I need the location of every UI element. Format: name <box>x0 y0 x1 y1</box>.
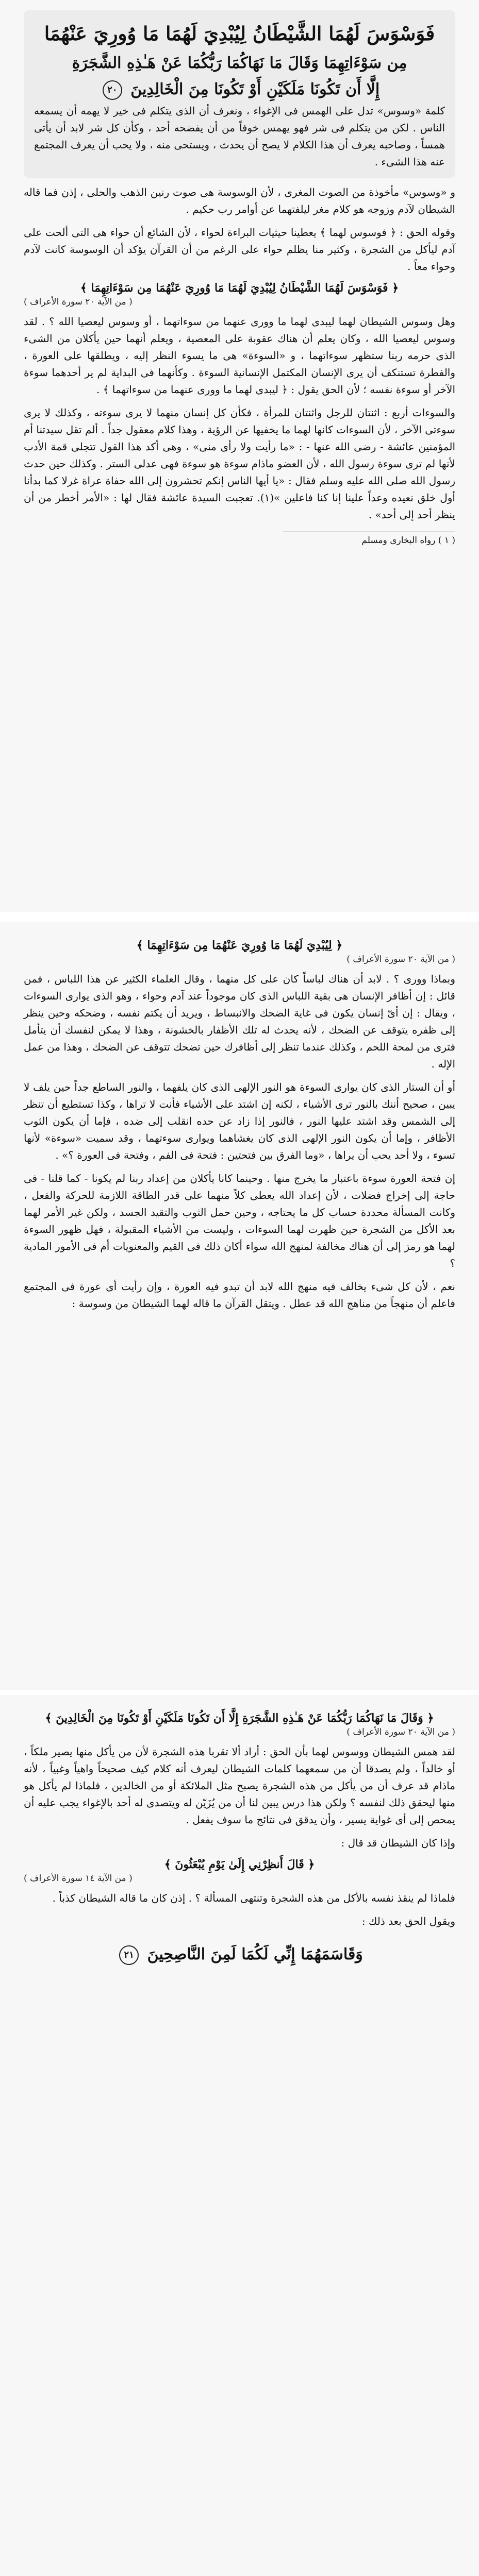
paragraph: إن فتحة العورة سوءة باعتبار ما يخرج منها . وحينما كانا يأكلان من إعداد ربنا لم يكونا - كما قلنا - فى حاجة إلى إخراج فضلات ، لأن إعداد الله يعطى كلاً منهما على قدر الطاقة اللازمة للحركة والفعل ، وكانت المسألة محددة حساب كل ما يحتاجه ، وحين حمل الثوب والتقيد الجسد ، ولكن غير الأمر لهما بعد الأكل من الشجرة حين ظهرت لهما السوءات ، وليست من الأشياء المقبولة ، فهل ظهور السوءة لهما هو رمز إلى أن هناك مخالفة لمنهج الله سواء أكان ذلك فى القيم والمعنويات أم فى الأمور المادية ؟ <box>24 1172 455 1269</box>
paragraph: وبماذا وورى ؟ . لابد أن هناك لباساً كان على كل منهما ، وقال العلماء الكثير عن هذا اللباس ، فمن قائل : إن أظافر الإنسان هى بقية اللباس الذى كان موجوداً عند آدم وحواء ، وهو الذى يوارى السوءات ، ويقال : إن أىّ إنسان يكون فى غاية الضحك والانبساط ، ويريد أن يكتم نفسه ، وضحكه وحين ينظر إلى ظفره يتوقف عن الضحك ، لأنه يحدث له تلك الأظفار بالخشونة ، وهذا لا يمكن لنفسك أن يتأمل فترى من لمحة اللحم ، وكذلك عندما تنظر إلى أظافرك حين تضحك تتوقف عن الضحك ، وهذا من عمل الإله . <box>24 973 455 1070</box>
quoted-verse: ﴿ قَالَ أَنظِرْنِي إِلَىٰ يَوْمِ يُبْعَثُونَ ﴾ <box>164 1858 315 1871</box>
quoted-verse: ﴿ وَقَالَ مَا نَهَاكُمَا رَبُّكُمَا عَنْ هَـٰذِهِ الشَّجَرَةِ إِلَّا أَن تَكُونَا مَلَكَيْنِ أَوْ تَكُونَا مِنَ الْخَالِدِينَ ﴾ <box>45 1711 434 1725</box>
ayah-number-badge: ٢٠ <box>103 80 122 100</box>
paragraph: وإذا كان الشيطان قد قال : <box>341 1837 455 1849</box>
verse-reference: ( من الآية ٢٠ سورة الأعراف ) <box>24 296 133 307</box>
paragraph: لقد همس الشيطان ووسوس لهما بأن الحق : أراد ألا تقربا هذه الشجرة لأن من يأكل منها يصير ملكاً ، أو خالداً ، ولم يصدقا أن من سمعهما كلمات الشيطان ليعرف أنه كلام كيف صحيحاً واهياً وغبياً ، لأنه ماذام قد عرف أن من يأكل من هذه الشجرة يصبح مثل الملائكة أو من الخالدين ، فلماذا لم يأكل هو منها ليحقق ذلك لنفسه ؟ ولكن هذا درس يبين لنا أن من يُزَيّن له ويتصدى له أحد بالإغواء يجب عليه أن يمحص إلى أى غواية يسير ، وأن يدقق فى نتائج ما سوف يفعل . <box>24 1745 455 1826</box>
footnote: ( ١ ) رواه البخارى ومسلم <box>361 535 455 546</box>
closing-verse-text: وَقَاسَمَهُمَا إِنِّي لَكُمَا لَمِنَ النَّاصِحِينَ <box>147 1945 363 1963</box>
verse-header <box>24 10 455 178</box>
verse-reference: ( من الآية ٢٠ سورة الأعراف ) <box>346 1727 455 1737</box>
verse-line-3 <box>34 76 445 103</box>
page-3 <box>0 1695 479 2576</box>
quoted-verse: ﴿ لِيُبْدِيَ لَهُمَا مَا وُورِيَ عَنْهُمَا مِن سَوْءَاتِهِمَا ﴾ <box>136 939 343 952</box>
paragraph: نعم ، لأن كل شىء يخالف فيه منهج الله لابد أن تبدو فيه العورة ، وإن رأيت أى عورة فى المجتمع فاعلم أن منهجاً من مناهج الله قد عطل . ويتقل القرآن ما قاله لهما الشيطان من وسوسة : <box>24 1280 455 1310</box>
ayah-number-badge: ٢١ <box>119 1945 139 1965</box>
paragraph: وقوله الحق : ﴿ فوسوس لهما ﴾ يعطينا حيثيات البراءة لحواء ، لأن الشائع أن حواء هى التى ألحت على آدم ليأكل من الشجرة ، وكثير منا يظلم حواء على الرغم من أن القرآن يؤكد أن الوسوسة كانت لآدم وحواء معاً . <box>24 226 455 273</box>
paragraph: فلماذا لم ينقذ نفسه بالأكل من هذه الشجرة وتنتهى المسألة ؟ . إذن كان ما قاله الشيطان كذباً . <box>52 1892 455 1904</box>
verse-line-2: مِن سَوْءَاتِهِمَا وَقَالَ مَا نَهَاكُمَا رَبُّكُمَا عَنْ هَـٰذِهِ الشَّجَرَةِ <box>72 54 407 72</box>
paragraph: وهل وسوس الشيطان لهما ليبدى لهما ما وورى عنهما من سوءاتهما ، أو وسوس ليعصيا الله ؟ . لقد وسوس ليعصيا الله ، وكان يعلم أن هناك عقوبة على المعصية ، ويعلم أنهما حين يأكلان من الشىء الذى حرمه ربنا ستظهر سوءاتهما ، و «السوءة» هى ما يسوء النظر إليه ، ويطلقها على العورة ، والفطرة تستنكف أن يرى الإنسان المكتمل الإنسانية السوءة . وكأنهما فى البداية لم ير أحدهما سوءة الآخر أو سوءة نفسه ؛ لأن الحق يقول : ﴿ ليبدى لهما ما وورى عنهما من سوءاتهما ﴾ . <box>24 315 455 396</box>
verse-reference: ( من الآية ٢٠ سورة الأعراف ) <box>346 954 455 964</box>
paragraph: والسوءات أربع : اثنتان للرجل واثنتان للمرأة ، فكأن كل إنسان منهما لا يرى سوءته ، وكذلك لا يرى سوءتى الآخر ، لأن السوءات كانها لهما ما يخفيها عن الرؤية ، وهذا كلام معقول جداً . ألم تقل سيدتنا أم المؤمنين عائشة - رضى الله عنها - : «ما رأيت ولا رأى منى» ، وهى أكد هذا القول تتجلى قمة الأدب لأنها لم ترى سوءة رسول الله ، لأن العضو ماذام سوءة هو سوءة فهى عدلى الستر . وكذلك حين حدث رسول الله صلى الله عليه وسلم فقال : «يا أيها الناس إنكم تحشرون إلى الله حفاة عراة غرلا كما بدأنا أول خلق نعيده وعداً علينا إنا كنا فاعلين »(١). تعجبت السيدة عائشة فقال لها : «الأمر أخطر من أن ينظر أحد إلى أحد» . <box>24 406 455 521</box>
page-2 <box>0 922 479 1690</box>
paragraph: و «وسوس» مأخوذة من الصوت المغرى ، لأن الوسوسة هى صوت رنين الذهب والحلى ، إذن فما قاله الشيطان لآدم وزوجه هو كلام مغر ليلفتهما عن أوامر رب حكيم . <box>24 185 455 215</box>
intro-paragraph: كلمة «وسوس» تدل على الهمس فى الإغواء ، ونعرف أن الذى يتكلم فى خير لا يهمه أن يسمعه الناس . لكن من يتكلم فى شر فهو يهمس خوفاً من أن يفضحه أحد ، وكأن كل شر لابد أن يأتى همساً ، وصاحبه يعرف أن هذا الكلام لا يصح أن يحدث ، ويستحى منه ، ولا يحب أن يعرف المجتمع عنه هذا الشىء . <box>34 104 445 168</box>
page-1 <box>0 0 479 912</box>
quoted-verse: ﴿ فَوَسْوَسَ لَهُمَا الشَّيْطَانُ لِيُبْدِيَ لَهُمَا مَا وُورِيَ عَنْهُمَا مِن سَوْءَاتِهِمَا ﴾ <box>80 281 399 295</box>
verse-reference: ( من الآية ١٤ سورة الأعراف ) <box>24 1873 133 1884</box>
verse-line-3-text: إِلَّا أَن تَكُونَا مَلَكَيْنِ أَوْ تَكُونَا مِنَ الْخَالِدِينَ <box>130 80 380 98</box>
closing-verse <box>24 1945 455 1965</box>
verse-line-1: فَوَسْوَسَ لَهُمَا الشَّيْطَانُ لِيُبْدِيَ لَهُمَا مَا وُورِيَ عَنْهُمَا <box>44 22 435 45</box>
paragraph: أو أن الستار الذى كان يوارى السوءة هو النور الإلهى الذى كان يلفهما ، والنور الساطع جداً حين يلف لا يبين ، صحيح أننك بالنور ترى الأشياء ، لكنه إن اشتد على الأشياء فأنت لا تراها ، وكذا تستطيع أن تنظر إلى الشمس وقد اشتد عليها النور ، فالنور إذا زاد عن حده انقلب إلى ضده ، فإما أن يكون الثوب الأظافر ، وإما أن يكون النور الإلهى الذى كان يغشاهما ويوارى سوءتهما ، وقد سميت «سوءة» لأنها تسوء ، ولا أحد يحب أن يراها ، «وما الفرق بين فتحتين : فتحة فى الفم ، وفتحة فى العورة ؟» . <box>24 1081 455 1161</box>
paragraph: ويقول الحق بعد ذلك : <box>361 1915 455 1927</box>
